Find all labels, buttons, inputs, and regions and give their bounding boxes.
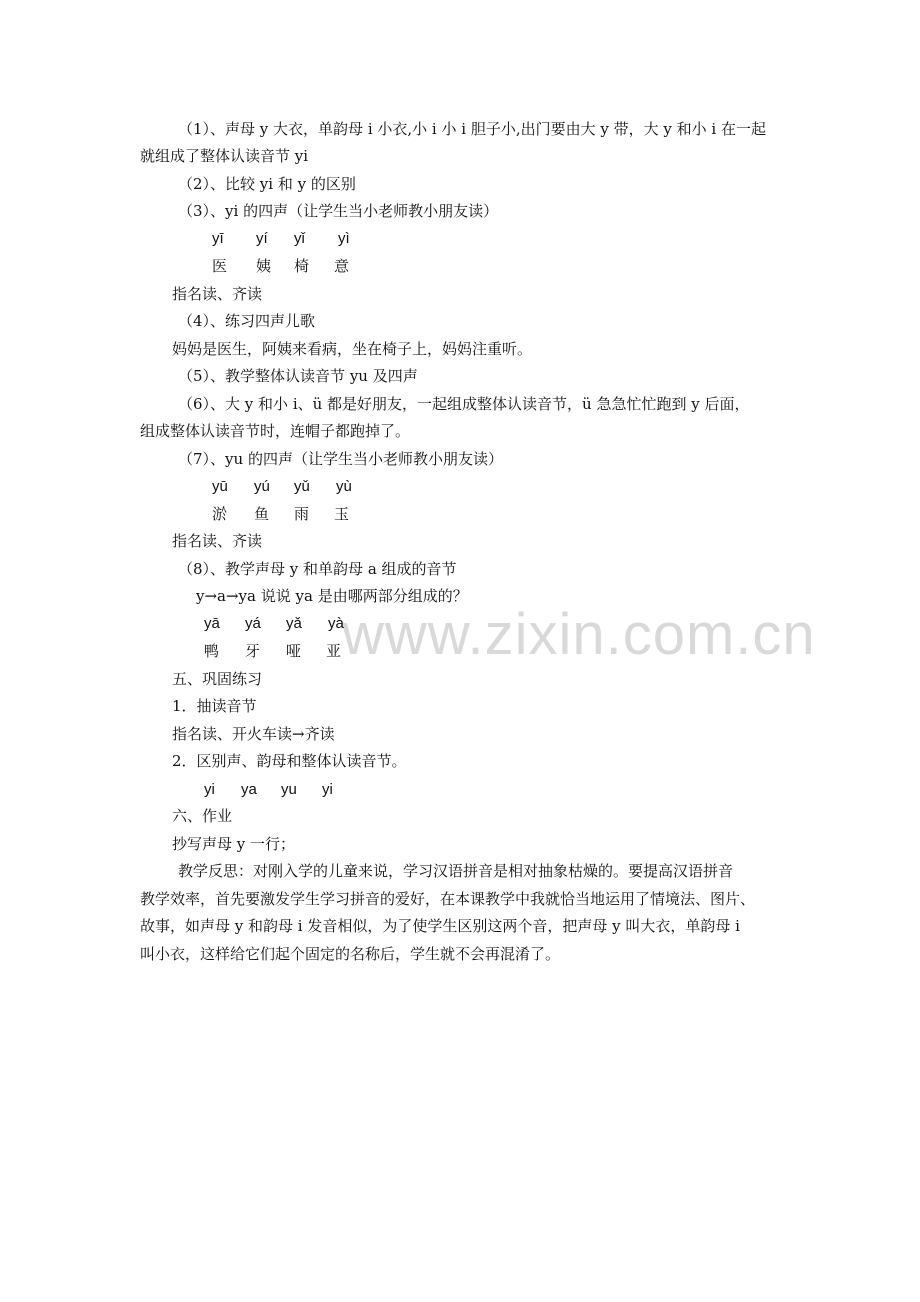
character-cell: 意: [334, 257, 350, 275]
text-line: 教学反思：对刚入学的儿童来说，学习汉语拼音是相对抽象枯燥的。要提高汉语拼音: [178, 862, 734, 880]
text-line: 1．抽读音节: [172, 697, 257, 715]
pinyin-cell: yà: [328, 615, 344, 632]
text-line: y→a→ya 说说 ya 是由哪两部分组成的？: [196, 587, 468, 605]
pinyin-cell: yú: [254, 478, 270, 495]
pinyin-cell: yū: [212, 478, 228, 495]
syllable-cell: ya: [241, 781, 257, 798]
syllable-cell: yi: [322, 781, 333, 798]
text-line: （5）、教学整体认读音节 yu 及四声: [178, 367, 418, 385]
pinyin-cell: yǎ: [286, 615, 302, 632]
character-cell: 姨: [256, 257, 272, 275]
text-line: 指名读、齐读: [172, 285, 263, 303]
character-cell: 医: [212, 257, 228, 275]
text-line: （7）、yu 的四声（让学生当小老师教小朋友读）: [178, 450, 503, 468]
text-line: 叫小衣，这样给它们起个固定的名称后，学生就不会再混淆了。: [140, 945, 561, 963]
pinyin-cell: yí: [256, 230, 268, 247]
text-line: 教学效率，首先要激发学生学习拼音的爱好，在本课教学中我就恰当地运用了情境法、图片、: [140, 890, 756, 908]
syllable-cell: yu: [281, 781, 297, 798]
text-line: 2．区别声、韵母和整体认读音节。: [172, 752, 407, 770]
section-heading: 五、巩固练习: [172, 670, 263, 688]
text-line: 抄写声母 y 一行；: [172, 835, 296, 853]
section-heading: 六、作业: [172, 807, 233, 825]
text-line: （6）、大 y 和小 i、ü 都是好朋友，一起组成整体认读音节，ü 急急忙忙跑到 y 后面，: [178, 395, 750, 413]
character-cell: 雨: [294, 505, 310, 523]
character-cell: 鸭: [204, 642, 220, 660]
character-cell: 椅: [294, 257, 310, 275]
text-line: （2）、比较 yi 和 y 的区别: [178, 175, 356, 193]
text-line: 妈妈是医生，阿姨来看病，坐在椅子上，妈妈注重听。: [172, 340, 533, 358]
text-line: 指名读、开火车读→齐读: [172, 725, 335, 743]
character-cell: 亚: [326, 642, 342, 660]
pinyin-cell: yī: [212, 230, 224, 247]
character-cell: 哑: [286, 642, 302, 660]
text-line: （4）、练习四声儿歌: [178, 312, 316, 330]
text-line: （8）、教学声母 y 和单韵母 a 组成的音节: [178, 560, 457, 578]
text-line: 组成整体认读音节时，连帽子都跑掉了。: [140, 422, 411, 440]
syllable-cell: yi: [204, 781, 215, 798]
text-line: 故事，如声母 y 和韵母 i 发音相似，为了使学生区别这两个音，把声母 y 叫大衣，单韵母 i: [140, 917, 740, 935]
text-line: （1）、声母 y 大衣，单韵母 i 小衣,小 i 小 i 胆子小,出门要由大 y 带，大 y 和小 i 在一起: [178, 120, 766, 138]
pinyin-cell: yá: [245, 615, 261, 632]
character-cell: 淤: [212, 505, 228, 523]
character-cell: 鱼: [254, 505, 270, 523]
character-cell: 牙: [245, 642, 261, 660]
text-line: （3）、yi 的四声（让学生当小老师教小朋友读）: [178, 202, 499, 220]
pinyin-cell: yù: [336, 478, 352, 495]
pinyin-cell: yì: [338, 230, 350, 247]
character-cell: 玉: [334, 505, 350, 523]
text-line: 指名读、齐读: [172, 532, 263, 550]
text-line: 就组成了整体认读音节 yi: [140, 147, 309, 165]
pinyin-cell: yǔ: [294, 478, 310, 495]
watermark: www.zixin.com.cn: [342, 602, 816, 667]
pinyin-cell: yǐ: [294, 230, 305, 247]
pinyin-cell: yā: [204, 615, 220, 632]
